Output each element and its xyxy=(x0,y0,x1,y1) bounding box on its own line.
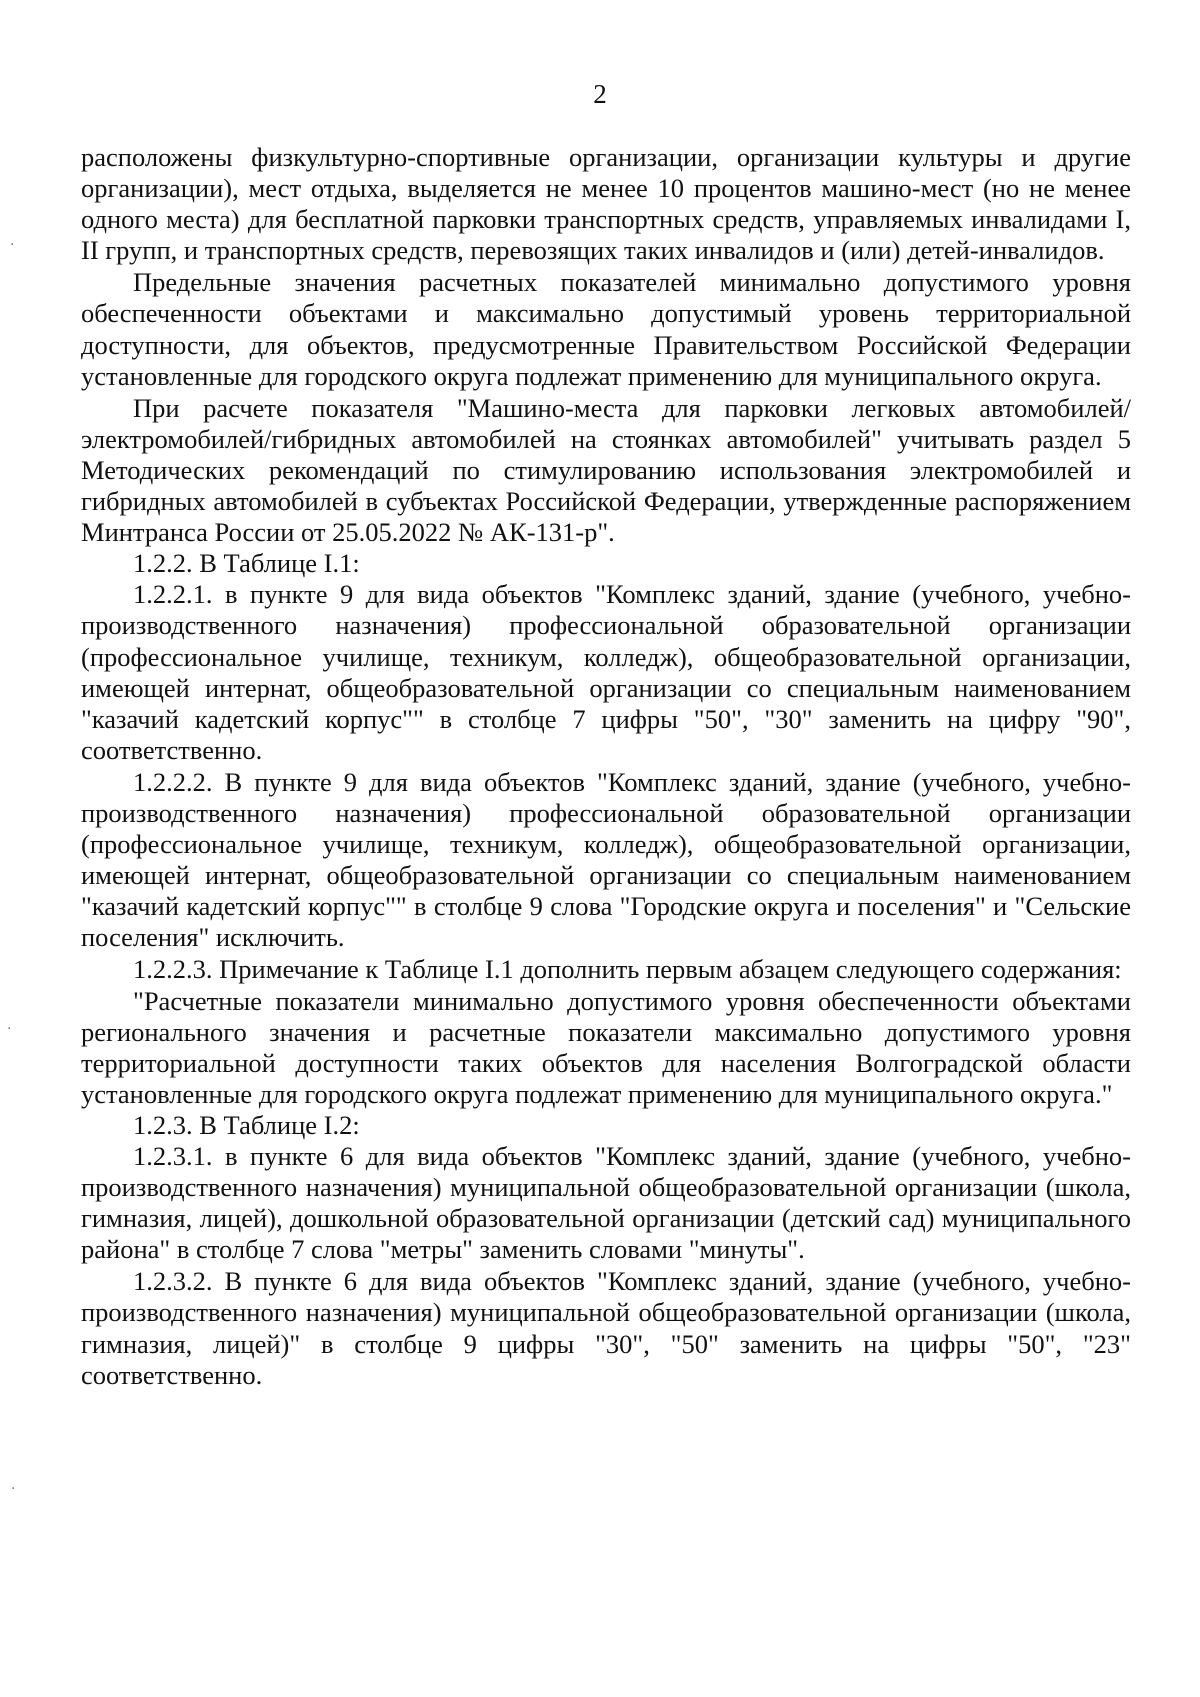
paragraph-section-1-2-3-2: 1.2.3.2. В пункте 6 для вида объектов "Комплекс зданий, здание (учебного, учебно-производственного назначения) муниципальной общеобразовательной организации (школа, гимназия, лицей)" в столбце 9 цифры "30", "50" заменить на цифры "50", "23" соответственно. xyxy=(81,1266,1131,1390)
document-body xyxy=(81,142,1131,1391)
page-number: 2 xyxy=(593,79,607,109)
paragraph-section-1-2-2-2: 1.2.2.2. В пункте 9 для вида объектов "Комплекс зданий, здание (учебного, учебно-производственного назначения) профессиональной образовательной организации (профессиональное училище, техникум, колледж), общеобразовательной организации, имеющей интернат, общеобразовательной организации со специальным наименованием "казачий кадетский корпус"" в столбце 9 слова "Городские округа и поселения" и "Сельские поселения" исключить. xyxy=(81,766,1131,953)
paragraph-section-1-2-2: 1.2.2. В Таблице I.1: xyxy=(133,548,360,579)
paragraph-continuation: расположены физкультурно-спортивные организации, организации культуры и другие организации), мест отдыха, выделяется не менее 10 процентов машино-мест (но не менее одного места) для бесплатной парковки транспортных средств, управляемых инвалидами I, II групп, и транспортных средств, перевозящих таких инвалидов и (или) детей-инвалидов. xyxy=(81,142,1131,266)
scan-dot-left-middle: · xyxy=(7,1021,12,1037)
paragraph-section-1-2-2-1: 1.2.2.1. в пункте 9 для вида объектов "Комплекс зданий, здание (учебного, учебно-производственного назначения) профессиональной образовательной организации (профессиональное училище, техникум, колледж), общеобразовательной организации, имеющей интернат, общеобразовательной организации со специальным наименованием "казачий кадетский корпус"" в столбце 7 цифры "50", "30" заменить на цифру "90", соответственно. xyxy=(81,579,1131,765)
paragraph-section-1-2-3: 1.2.3. В Таблице I.2: xyxy=(133,1109,360,1140)
paragraph-section-1-2-3-1: 1.2.3.1. в пункте 6 для вида объектов "Комплекс зданий, здание (учебного, учебно-производственного назначения) муниципальной общеобразовательной организации (школа, гимназия, лицей), дошкольной образовательной организации (детский сад) муниципального района" в столбце 7 слова "метры" заменить словами "минуты". xyxy=(81,1141,1131,1265)
paragraph-parking-calculation: При расчете показателя "Машино-места для парковки легковых автомобилей/электромобилей/гибридных автомобилей на стоянках автомобилей" учитывать раздел 5 Методических рекомендаций по стимулированию использования электромобилей и гибридных автомобилей в субъектах Российской Федерации, утвержденные распоряжением Минтранса России от 25.05.2022 № АК-131-р". xyxy=(81,392,1131,548)
paragraph-section-1-2-2-3: 1.2.2.3. Примечание к Таблице I.1 дополнить первым абзацем следующего содержания: xyxy=(133,954,1122,985)
scan-dot-left-top: · xyxy=(10,237,15,253)
scan-dot-left-bottom: · xyxy=(11,1481,16,1497)
paragraph-note-addition: "Расчетные показатели минимально допустимого уровня обеспеченности объектами регионального значения и расчетные показатели максимально допустимого уровня территориальной доступности таких объектов для населения Волгоградской области установленные для городского округа подлежат применению для муниципального округа." xyxy=(81,985,1131,1109)
paragraph-limit-values: Предельные значения расчетных показателей минимально допустимого уровня обеспеченности объектами и максимально допустимый уровень территориальной доступности, для объектов, предусмотренные Правительством Российской Федерации установленные для городского округа подлежат применению для муниципального округа. xyxy=(81,267,1131,391)
